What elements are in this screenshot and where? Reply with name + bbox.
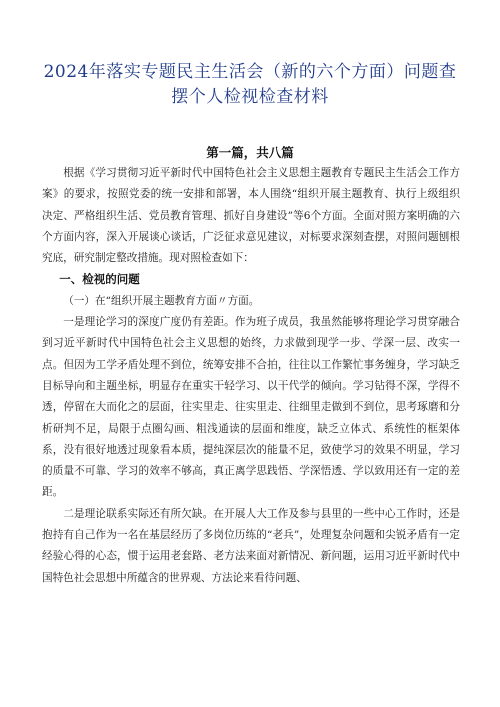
body-paragraph-2: 二是理论联系实际还有所欠缺。在开展人大工作及参与县里的一些中心工作时，还是抱持有自己作为一名在基层经历了多岗位历练的“老兵”，处理复杂问题和尖锐矛盾有一定经验心得的心态，惯于运用老套路、老方法来面对新情况、新问题，运用习近平新时代中国特色社会思想中所蕴含的世界观、方法论来看待问题、	[42, 507, 460, 584]
section-heading: 一、检视的问题	[59, 272, 140, 287]
body-paragraph-1: 一是理论学习的深度广度仍有差距。作为班子成员，我虽然能够将理论学习贯穿融合到习近平新时代中国特色社会主义思想的始终，力求做到现学一步、学深一层、改实一点。但因为工学矛盾处理不到位，统筹安排不合拍，往往以工作繁忙事务缠身，学习缺乏目标导向和主题坐标，明显存在重实干轻学习、以干代学的倾向。学习钻得不深，学得不透，停留在大而化之的层面，往实里走、往实里走、往细里走做到不到位，思考琢磨和分析研判不足，局限于点圈勾画、粗浅通读的层面和维度，缺乏立体式、系统性的框架体系，没有很好地透过现象看本质，提纯深层次的能量不足，致使学习的效果不明显，学习的质量不可靠、学习的效率不够高，真正离学思践悟、学深悟透、学以致用还有一定的差距。	[42, 316, 460, 499]
document-body	[42, 163, 460, 589]
document-title: 2024年落实专题民主生活会（新的六个方面）问题查摆个人检视检查材料	[43, 62, 457, 107]
document-subtitle: 第一篇，共八篇	[206, 145, 294, 160]
intro-paragraph: 根据《学习贯彻习近平新时代中国特色社会主义思想主题教育专题民主生活会工作方案》的要求，按照党委的统一安排和部署，本人围绕“组织开展主题教育、执行上级组织决定、严格组织生活、党员教育管理、抓好自身建设”等6个方面。全面对照方案明确的六个方面内容，深入开展谈心谈话，广泛征求意见建议，对标要求深刻查摆，对照问题刨根究底，研究制定整改措施。现对照检查如下：	[42, 167, 460, 265]
subsection-heading: （一）在“组织开展主题教育方面〃方面。	[63, 294, 260, 307]
